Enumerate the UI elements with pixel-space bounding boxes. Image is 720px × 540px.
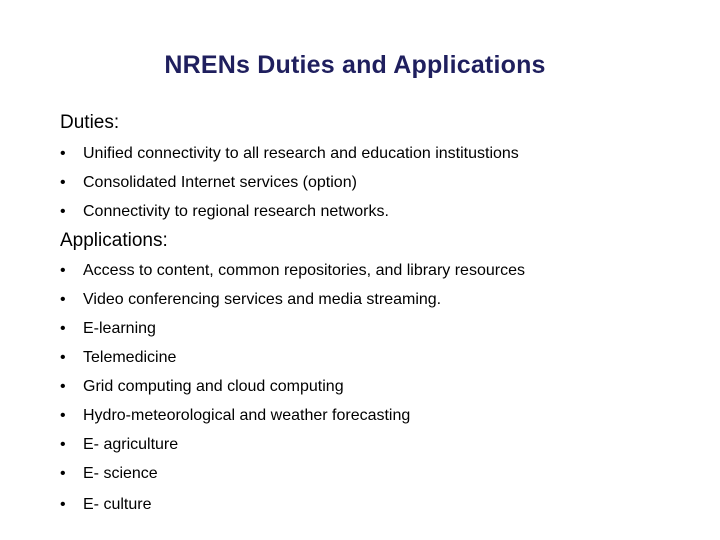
bullet-icon: •: [60, 436, 66, 453]
bullet-icon: •: [60, 262, 66, 279]
list-item-text: Grid computing and cloud computing: [83, 378, 344, 395]
bullet-icon: •: [60, 378, 66, 395]
list-item-text: Hydro-meteorological and weather forecasting: [83, 407, 411, 424]
list-item-text: E- culture: [83, 496, 152, 513]
list-item-text: Video conferencing services and media streaming.: [83, 291, 442, 308]
list-item-text: Unified connectivity to all research and education institustions: [83, 145, 519, 162]
list-item-text: E-learning: [83, 320, 156, 337]
bullet-icon: •: [60, 407, 66, 424]
bullet-icon: •: [60, 496, 66, 513]
list-item: [60, 289, 525, 318]
bullet-icon: •: [60, 203, 66, 220]
list-item: [60, 172, 519, 201]
list-item-text: Connectivity to regional research networks.: [83, 203, 389, 220]
list-item: [60, 463, 525, 492]
list-item: [60, 405, 525, 434]
list-item: [60, 376, 525, 405]
bullet-icon: •: [60, 291, 66, 308]
slide-title: NRENs Duties and Applications: [164, 51, 546, 79]
list-item: [60, 434, 525, 463]
list-item: [60, 143, 519, 172]
list-item: [60, 201, 519, 230]
list-item: [60, 260, 525, 289]
bullet-icon: •: [60, 320, 66, 337]
bullet-icon: •: [60, 465, 66, 482]
list-item-text: Consolidated Internet services (option): [83, 174, 357, 191]
list-item: [60, 347, 525, 376]
bullet-icon: •: [60, 174, 66, 191]
bullet-icon: •: [60, 349, 66, 366]
list-item-text: E- agriculture: [83, 436, 179, 453]
list-item-text: Telemedicine: [83, 349, 177, 366]
list-item: [60, 494, 525, 523]
duties-heading: Duties:: [60, 112, 120, 133]
applications-list: [60, 260, 525, 523]
list-item-text: Access to content, common repositories, and library resources: [83, 262, 525, 279]
applications-heading: Applications:: [60, 230, 168, 251]
duties-list: [60, 143, 519, 230]
list-item-text: E- science: [83, 465, 158, 482]
list-item: [60, 318, 525, 347]
bullet-icon: •: [60, 145, 66, 162]
